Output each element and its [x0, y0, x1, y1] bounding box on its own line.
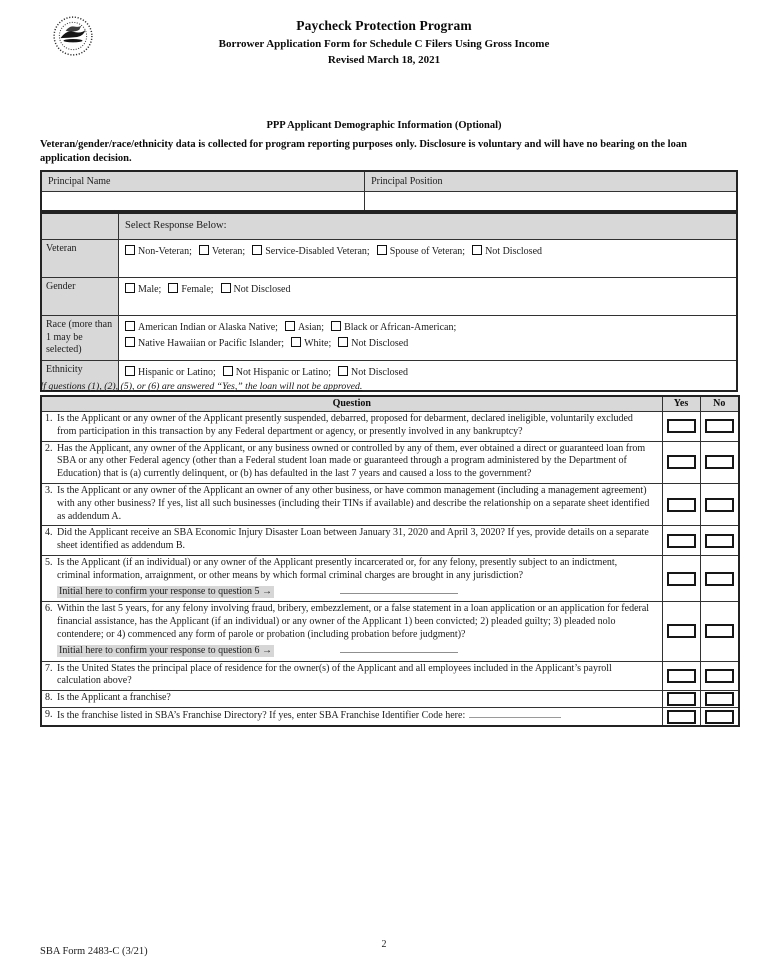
no-checkbox[interactable]: [705, 498, 734, 512]
no-column-header: No: [700, 396, 739, 412]
question-row: [41, 602, 739, 661]
checkbox-icon[interactable]: [291, 337, 301, 347]
question-row: [41, 661, 739, 691]
question-cell: [41, 708, 662, 726]
demographic-options: [119, 316, 738, 361]
question-row: [41, 691, 739, 708]
demographics-note: Veteran/gender/race/ethnicity data is collected for program reporting purposes only. Disclosure is voluntary and will have no bearing on the loan application decision.: [40, 139, 687, 164]
checkbox-icon[interactable]: [285, 321, 295, 331]
yes-checkbox[interactable]: [667, 669, 696, 683]
question-number: 1.: [45, 413, 53, 424]
demographic-label: Gender: [41, 278, 119, 316]
option: [125, 367, 216, 378]
question-row: [41, 555, 739, 601]
yes-checkbox[interactable]: [667, 419, 696, 433]
option: [125, 338, 284, 349]
option: [221, 284, 291, 295]
form-title: Paycheck Protection Program: [296, 18, 472, 33]
checkbox-icon[interactable]: [223, 366, 233, 376]
question-cell: [41, 441, 662, 483]
checkbox-icon[interactable]: [331, 321, 341, 331]
no-checkbox[interactable]: [705, 692, 734, 706]
checkbox-icon[interactable]: [168, 283, 178, 293]
answer-yes-cell: [662, 661, 700, 691]
option: [125, 284, 161, 295]
demographics-table: [40, 212, 738, 392]
yes-checkbox[interactable]: [667, 624, 696, 638]
demographic-label: Ethnicity: [41, 360, 119, 391]
option-label: Hispanic or Latino;: [138, 366, 216, 378]
select-response-label: Select Response Below:: [119, 213, 738, 240]
checkbox-icon[interactable]: [125, 337, 135, 347]
answer-no-cell: [700, 412, 739, 442]
answer-no-cell: [700, 708, 739, 726]
option-label: Not Disclosed: [351, 366, 408, 378]
checkbox-icon[interactable]: [199, 245, 209, 255]
checkbox-icon[interactable]: [125, 366, 135, 376]
question-number: 7.: [45, 662, 53, 674]
demographic-options: [119, 278, 738, 316]
principal-table: [40, 170, 738, 212]
question-text: Has the Applicant, any owner of the Applicant, or any business owned or controlled by any of them, ever obtained a direct or guaranteed loan from SBA or any other Federal agency (other than a Federal student loan made or guaranteed through a program administered by the Department of Education) that is (a) currently delinquent, or (b) has defaulted in the last 7 years and caused a loss to the government?: [57, 442, 646, 480]
option: [291, 338, 331, 349]
answer-yes-cell: [662, 483, 700, 525]
no-checkbox[interactable]: [705, 669, 734, 683]
no-checkbox[interactable]: [705, 534, 734, 548]
option-label: Service-Disabled Veteran;: [265, 246, 370, 257]
yes-checkbox[interactable]: [667, 572, 696, 586]
question-cell: [41, 602, 662, 661]
question-text: Is the Applicant or any owner of the Applicant an owner of any other business, or have common management (including a management agreement) with any other business? If yes, list all such businesses (including their TINs if available) and describe the relationship on a separate sheet identified as addendum A.: [57, 484, 650, 522]
answer-yes-cell: [662, 555, 700, 601]
no-checkbox[interactable]: [705, 624, 734, 638]
option-label: Male;: [138, 284, 162, 295]
question-text: Is the franchise listed in SBA’s Franchise Directory? If yes, enter SBA Franchise Identifier Code here:: [57, 710, 561, 721]
question-column-header: Question: [41, 396, 662, 412]
yes-column-header: Yes: [662, 396, 700, 412]
option-label: Veteran;: [211, 246, 246, 257]
question-text: Is the Applicant a franchise?: [57, 692, 171, 704]
checkbox-icon[interactable]: [338, 337, 348, 347]
question-text: Is the Applicant or any owner of the Applicant presently suspended, debarred, proposed for debarment, declared ineligible, voluntarily excluded from participation in this transaction by any Federal department or agency, or presently involved in any bankruptcy?: [57, 413, 633, 437]
form-subtitle: Borrower Application Form for Schedule C Filers Using Gross Income: [218, 38, 550, 50]
yes-checkbox[interactable]: [667, 710, 696, 724]
option-label: White;: [304, 338, 332, 349]
principal-position-input[interactable]: [365, 192, 737, 212]
initial-instruction: Initial here to confirm your response to question 6 →: [59, 644, 273, 656]
question-text: Did the Applicant receive an SBA Economic Injury Disaster Loan between January 31, 2020 and April 3, 2020? If yes, provide details on a separate sheet identified as addendum B.: [57, 527, 649, 552]
question-cell: [41, 412, 662, 442]
form-header: [0, 18, 768, 66]
checkbox-icon[interactable]: [252, 245, 262, 255]
option-label: Female;: [181, 284, 214, 295]
option: [338, 338, 408, 349]
checkbox-icon[interactable]: [125, 283, 135, 293]
question-text: Within the last 5 years, for any felony involving fraud, bribery, embezzlement, or a false statement in a loan application or an application for federal financial assistance, has the Applicant (if an individual) or any owner of the Applicant 1) been convicted; 2) pleaded guilty; 3) pleaded nolo contendere; or 4) commenced any form of parole or probation (including probation before judgment)?: [57, 603, 650, 640]
loan-warning-note: If questions (1), (2), (5), or (6) are answered “Yes,” the loan will not be approved.: [40, 381, 363, 392]
option: [252, 246, 370, 257]
answer-yes-cell: [662, 691, 700, 708]
franchise-code-blank[interactable]: [469, 709, 561, 718]
question-number: 6.: [45, 603, 53, 615]
demographic-rows: [41, 240, 737, 391]
option-label: Non-Veteran;: [138, 246, 192, 257]
question-cell: [41, 555, 662, 601]
page-number: 2: [381, 939, 387, 950]
question-text: Is the United States the principal place of residence for the owner(s) of the Applicant and all employees included in the Applicant’s payroll calculation above?: [57, 662, 612, 687]
question-row: [41, 708, 739, 726]
option: [125, 246, 192, 257]
question-number: 9.: [45, 709, 53, 721]
principal-name-label: Principal Name: [41, 171, 365, 192]
checkbox-icon[interactable]: [338, 366, 348, 376]
question-row: [41, 412, 739, 442]
question-number: 3.: [45, 484, 53, 496]
option: [168, 284, 213, 295]
question-cell: [41, 526, 662, 556]
option: [338, 367, 408, 378]
demographic-label: Race (more than 1 may be selected): [41, 316, 119, 361]
question-row: [41, 526, 739, 556]
select-row-spacer: [41, 213, 119, 240]
option: [285, 322, 324, 333]
demographic-options: [119, 240, 738, 278]
answer-yes-cell: [662, 602, 700, 661]
answer-no-cell: [700, 526, 739, 556]
demographic-row: [41, 278, 737, 316]
questions-table: [40, 395, 740, 727]
demographic-label: Veteran: [41, 240, 119, 278]
checkbox-icon[interactable]: [125, 245, 135, 255]
no-checkbox[interactable]: [705, 710, 734, 724]
form-revision: Revised March 18, 2021: [327, 54, 441, 66]
option: [125, 322, 278, 333]
option: [223, 367, 331, 378]
answer-yes-cell: [662, 526, 700, 556]
question-number: 4.: [45, 527, 53, 539]
option: [377, 246, 465, 257]
question-number: 2.: [45, 442, 53, 454]
principal-name-input[interactable]: [41, 192, 365, 212]
checkbox-icon[interactable]: [221, 283, 231, 293]
question-row: [41, 441, 739, 483]
question-cell: [41, 661, 662, 691]
demographic-row: [41, 240, 737, 278]
principal-position-label: Principal Position: [365, 171, 737, 192]
yes-checkbox[interactable]: [667, 534, 696, 548]
question-number: 5.: [45, 556, 53, 568]
option-label: Spouse of Veteran;: [389, 246, 466, 257]
no-checkbox[interactable]: [705, 419, 734, 433]
answer-yes-cell: [662, 412, 700, 442]
answer-no-cell: [700, 602, 739, 661]
answer-yes-cell: [662, 441, 700, 483]
option-label: Not Disclosed: [233, 284, 291, 295]
answer-no-cell: [700, 661, 739, 691]
option-label: Black or African-American;: [344, 322, 457, 333]
answer-no-cell: [700, 483, 739, 525]
checkbox-icon[interactable]: [125, 321, 135, 331]
question-cell: [41, 691, 662, 708]
no-checkbox[interactable]: [705, 455, 734, 469]
yes-checkbox[interactable]: [667, 498, 696, 512]
option-label: Asian;: [297, 322, 325, 333]
no-checkbox[interactable]: [705, 572, 734, 586]
initials-blank[interactable]: [340, 643, 458, 653]
option: [199, 246, 245, 257]
answer-no-cell: [700, 555, 739, 601]
answer-no-cell: [700, 441, 739, 483]
option-label: American Indian or Alaska Native;: [138, 322, 278, 333]
checkbox-icon[interactable]: [377, 245, 387, 255]
checkbox-icon[interactable]: [472, 245, 482, 255]
form-number: SBA Form 2483-C (3/21): [40, 946, 148, 957]
question-row: [41, 483, 739, 525]
question-number: 8.: [45, 692, 53, 704]
yes-checkbox[interactable]: [667, 692, 696, 706]
answer-yes-cell: [662, 708, 700, 726]
answer-no-cell: [700, 691, 739, 708]
initial-instruction: Initial here to confirm your response to question 5 →: [59, 585, 273, 597]
yes-checkbox[interactable]: [667, 455, 696, 469]
question-cell: [41, 483, 662, 525]
option: [331, 322, 456, 333]
demographics-heading: PPP Applicant Demographic Information (Optional): [266, 120, 502, 131]
option-label: Native Hawaiian or Pacific Islander;: [138, 338, 285, 349]
option-label: Not Disclosed: [485, 246, 543, 257]
option: [472, 246, 542, 257]
demographic-row: [41, 316, 737, 361]
question-text: Is the Applicant (if an individual) or any owner of the Applicant presently incarcerated or, for any felony, presently subject to an indictment, criminal information, arraignment, or other means by which formal criminal charges are brought in any jurisdiction?: [57, 556, 618, 581]
option-label: Not Disclosed: [351, 338, 409, 349]
question-rows: [41, 412, 739, 726]
option-label: Not Hispanic or Latino;: [235, 366, 332, 378]
initials-blank[interactable]: [340, 584, 458, 594]
